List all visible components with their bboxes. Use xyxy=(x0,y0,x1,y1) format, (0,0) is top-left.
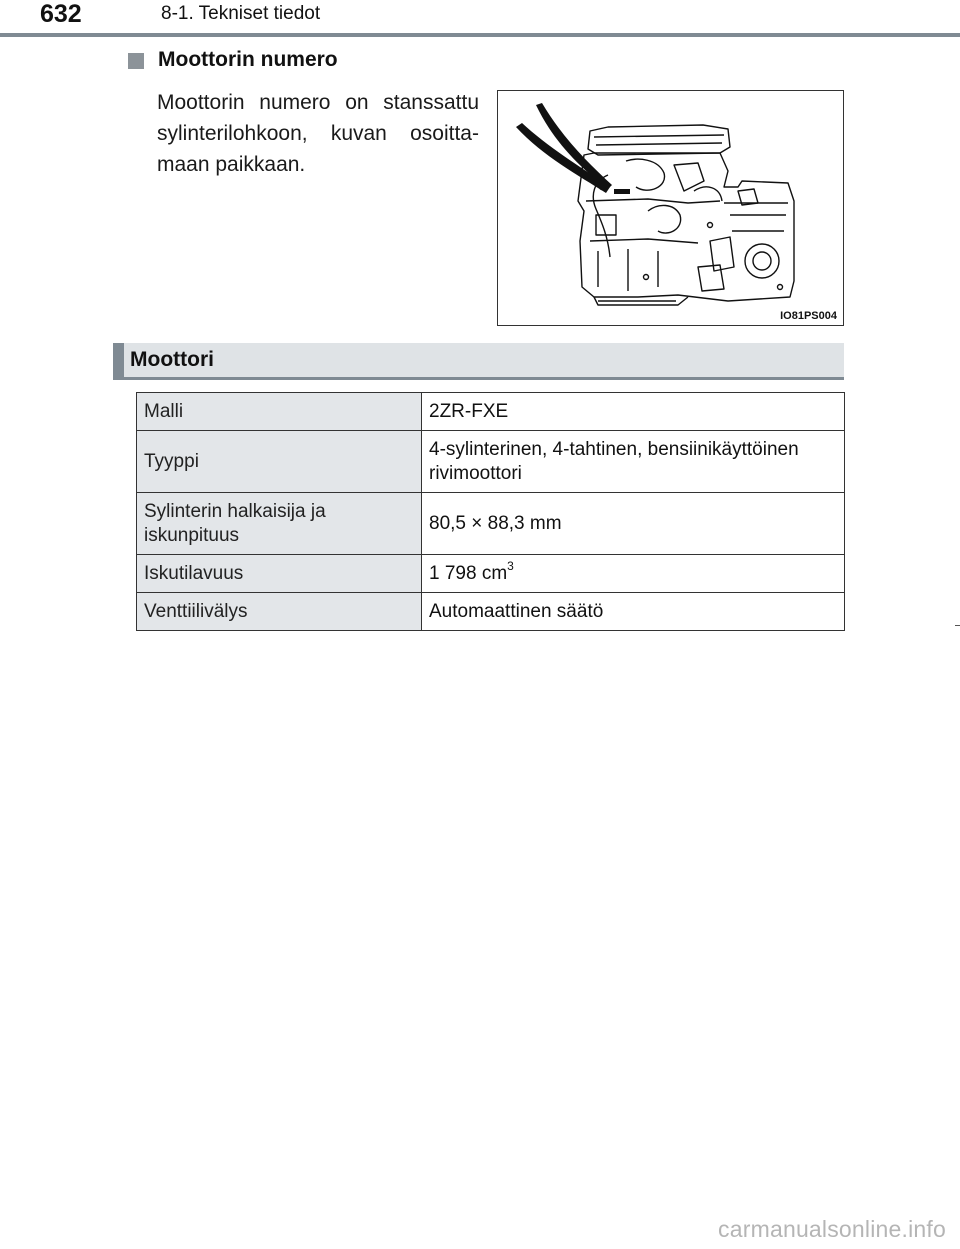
edge-mark xyxy=(955,625,960,626)
displacement-exponent: 3 xyxy=(507,559,514,574)
figure-code: IO81PS004 xyxy=(780,310,837,322)
table-row xyxy=(137,593,845,631)
spec-label: Malli xyxy=(137,393,422,431)
spec-value: 80,5 × 88,3 mm xyxy=(422,493,845,555)
engine-number-description: Moottorin numero on stanssattu sylinterilohkoon, kuvan osoittamaan paikkaan. xyxy=(157,91,479,176)
table-row xyxy=(137,493,845,555)
watermark: carmanualsonline.info xyxy=(718,1216,946,1242)
spec-value xyxy=(422,555,845,593)
header-rule xyxy=(0,33,960,37)
table-row xyxy=(137,393,845,431)
table-row xyxy=(137,555,845,593)
displacement-value: 1 798 cm xyxy=(429,562,508,584)
engine-figure xyxy=(497,90,844,326)
table-row xyxy=(137,431,845,493)
engine-section-title: Moottori xyxy=(130,348,214,371)
spec-label: Iskutilavuus xyxy=(137,555,422,593)
spec-label: Venttiilivälys xyxy=(137,593,422,631)
spec-label: Tyyppi xyxy=(137,431,422,493)
spec-label: Sylinterin halkaisija ja iskunpituus xyxy=(137,493,422,555)
square-bullet-icon xyxy=(128,53,144,69)
heading-accent-bar xyxy=(113,343,124,377)
engine-illustration xyxy=(498,91,843,325)
spec-value: 2ZR-FXE xyxy=(422,393,845,431)
engine-spec-table xyxy=(136,392,845,631)
spec-value: 4-sylinterinen, 4-tahtinen, bensiinikäyttöinen rivimoottori xyxy=(422,431,845,493)
spec-value: Automaattinen säätö xyxy=(422,593,845,631)
section-heading xyxy=(128,48,338,72)
chapter-title: 8-1. Tekniset tiedot xyxy=(161,3,321,24)
section-heading-text: Moottorin numero xyxy=(158,48,338,71)
engine-section-heading xyxy=(113,343,844,380)
page-number: 632 xyxy=(40,0,82,28)
